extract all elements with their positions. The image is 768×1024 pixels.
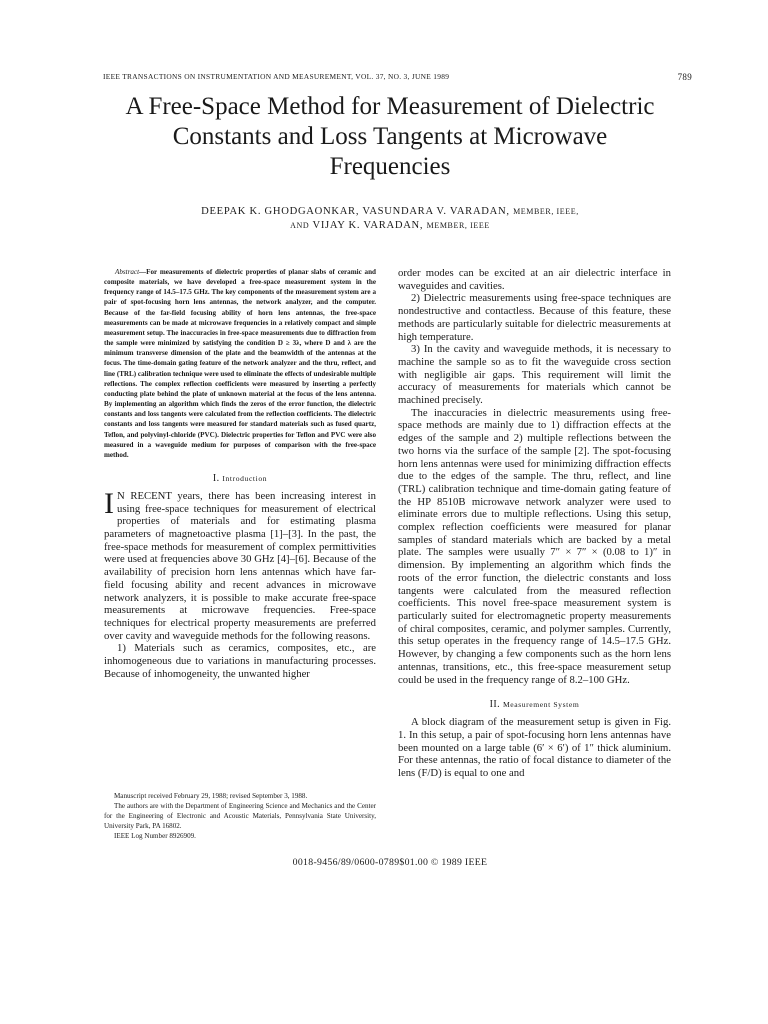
right-column bbox=[398, 267, 671, 780]
author-conjunction: AND bbox=[290, 221, 310, 230]
section-title: Introduction bbox=[222, 473, 268, 483]
section-numeral: I. bbox=[212, 472, 220, 484]
right-paragraph-1: 2) Dielectric measurements using free-space techniques are nondestructive and contactless. Because of this feature, these methods are particularly suitable for dielectric measurements at high temperature. bbox=[398, 292, 671, 343]
section-numeral: II. bbox=[489, 699, 501, 711]
intro-paragraph-2: 1) Materials such as ceramics, composites, etc., are inhomogeneous due to variations in manufacturing processes. Because of inhomogeneity, the unwanted higher bbox=[104, 642, 376, 680]
drop-cap: I bbox=[104, 486, 114, 520]
right-paragraph-3: The inaccuracies in dielectric measurements using free-space methods are mainly due to 1) diffraction effects at the edges of the sample and 2) multiple reflections between the two horns via the surface of the sample [2]. The spot-focusing horn lens antennas were used for minimizing diffraction effects due to the edges of the sample. The thru, reflect, and line (TRL) calibration technique and time-domain gating feature of the HP 8510B microwave network analyzer were used to eliminate errors due to multiple reflections. Using this setup, complex reflection coefficients were measured for planar samples of standard materials which are backed by a metal plate. The samples were usually 7″ × 7″ × (0.08 to 1)″ in dimension. By implementing an algorithm which finds the roots of the error function, the dielectric constants and loss tangents were calculated from the measured reflection coefficients. This novel free-space measurement system is particularly suited for electromagnetic property measurements of chiral composites, ceramic, and polymer samples. Currently, this setup operates in the frequency range of 14.5–17.5 GHz. However, by changing a few components such as the horn lens antennas, transitions, etc., this free-space measurement setup could be used in the frequency range of 8.2–100 GHz. bbox=[398, 406, 671, 686]
footnote-affiliation: The authors are with the Department of Engineering Science and Mechanics and the Center for the Engineering of Electronic and Acoustic Materials, Pennsylvania State University, University Park, PA 16802. bbox=[104, 801, 376, 830]
abstract-lead: Abstract bbox=[115, 268, 140, 276]
footnote-log-number: IEEE Log Number 8926909. bbox=[114, 831, 196, 840]
right-paragraph-2: 3) In the cavity and waveguide methods, it is necessary to machine the sample so as to fit the waveguide cross section with negligible air gaps. This requirement will limit the accuracy of measurements for materials which cannot be machined precisely. bbox=[398, 343, 671, 407]
author-list bbox=[100, 205, 680, 233]
section-heading-measurement-system bbox=[398, 699, 671, 710]
paper-title bbox=[100, 92, 680, 182]
intro-text-1: N RECENT years, there has been increasing interest in using free-space techniques for measurement of electrical properties of materials and for estimating plasma parameters of magnetoactive plasma [1]–[3]. In the past, the free-space methods for measurement of complex permittivities were used at frequencies above 30 GHz [4]–[6]. Because of the availability of precision horn lens antennas which have far-field focusing ability and recent advances in microwave network analyzers, it is possible to make accurate free-space measurements at microwave frequencies. Free-space techniques for electrical property measurements are preferred over cavity and waveguide methods for the following reasons. bbox=[104, 489, 376, 642]
journal-name: IEEE TRANSACTIONS ON INSTRUMENTATION AND MEASUREMENT, VOL. 37, NO. 3, JUNE 1989 bbox=[103, 72, 450, 81]
intro-paragraph-1 bbox=[104, 486, 376, 642]
author-2-grade: MEMBER, IEEE, bbox=[513, 207, 579, 216]
abstract-text: —For measurements of dielectric properties of planar slabs of ceramic and composite materials, we have developed a free-space measurement system in the frequency range of 14.5–17.5 GHz. The key components of the measurement system are a pair of spot-focusing horn lens antennas, the network analyzer, and the computer. Because of the far-field focusing ability of horn lens antennas, the free-space measurements can be made at microwave frequencies in a relatively compact and simple measurement setup. The inaccuracies in free-space measurements due to diffraction from the sample were minimized by satisfying the condition D ≥ 3λ, where D and λ are the minimum transverse dimension of the plate and the beamwidth of the antennas at the focus. The time-domain gating feature of the network analyzer and the thru, reflect, and line (TRL) calibration technique were used to eliminate the effects of undesirable multiple reflections. The complex reflection coefficients were measured by inserting a perfectly conducting plate behind the plate of unknown material at the focus of the lens antenna. By implementing an algorithm which finds the zeros of the error function, the dielectric constants and loss tangents were calculated from the reflection coefficients. The dielectric constants and loss tangents were measured for standard materials such as fused quartz, Teflon, and polyvinyl-chloride (PVC). Dielectric properties for Teflon and PVC were also measured in a waveguide medium for purposes of comparison with the free-space method. bbox=[104, 268, 376, 459]
author-line-1 bbox=[100, 205, 680, 219]
author-line-2 bbox=[100, 219, 680, 233]
title-line-1: A Free-Space Method for Measurement of Dielectric bbox=[125, 93, 655, 120]
section-title: Measurement System bbox=[502, 700, 580, 710]
abstract bbox=[104, 267, 376, 460]
author-1: DEEPAK K. GHODGAONKAR, bbox=[201, 206, 360, 217]
footnote bbox=[104, 792, 376, 842]
right-paragraph-0: order modes can be excited at an air dielectric interface in waveguides and cavities. bbox=[398, 267, 671, 292]
running-header bbox=[103, 72, 692, 86]
copyright-footer: 0018-9456/89/0600-0789$01.00 © 1989 IEEE bbox=[292, 857, 488, 868]
author-2: VASUNDARA V. VARADAN, bbox=[362, 206, 510, 217]
page-number: 789 bbox=[677, 72, 692, 82]
footnote-received: Manuscript received February 29, 1988; revised September 3, 1988. bbox=[114, 792, 308, 800]
author-3: VIJAY K. VARADAN, bbox=[312, 220, 424, 231]
title-line-3: Frequencies bbox=[329, 153, 451, 180]
measurement-paragraph-1: A block diagram of the measurement setup is given in Fig. 1. In this setup, a pair of spot-focusing horn lens antennas have been mounted on a large table (6′ × 6′) of 1″ thick aluminium. For these antennas, the ratio of focal distance to diameter of the lens (F/D) is equal to one and bbox=[398, 716, 671, 780]
title-line-2: Constants and Loss Tangents at Microwave bbox=[172, 123, 608, 150]
left-column bbox=[104, 267, 376, 681]
author-3-grade: MEMBER, IEEE bbox=[426, 221, 490, 230]
section-heading-introduction bbox=[104, 473, 376, 484]
